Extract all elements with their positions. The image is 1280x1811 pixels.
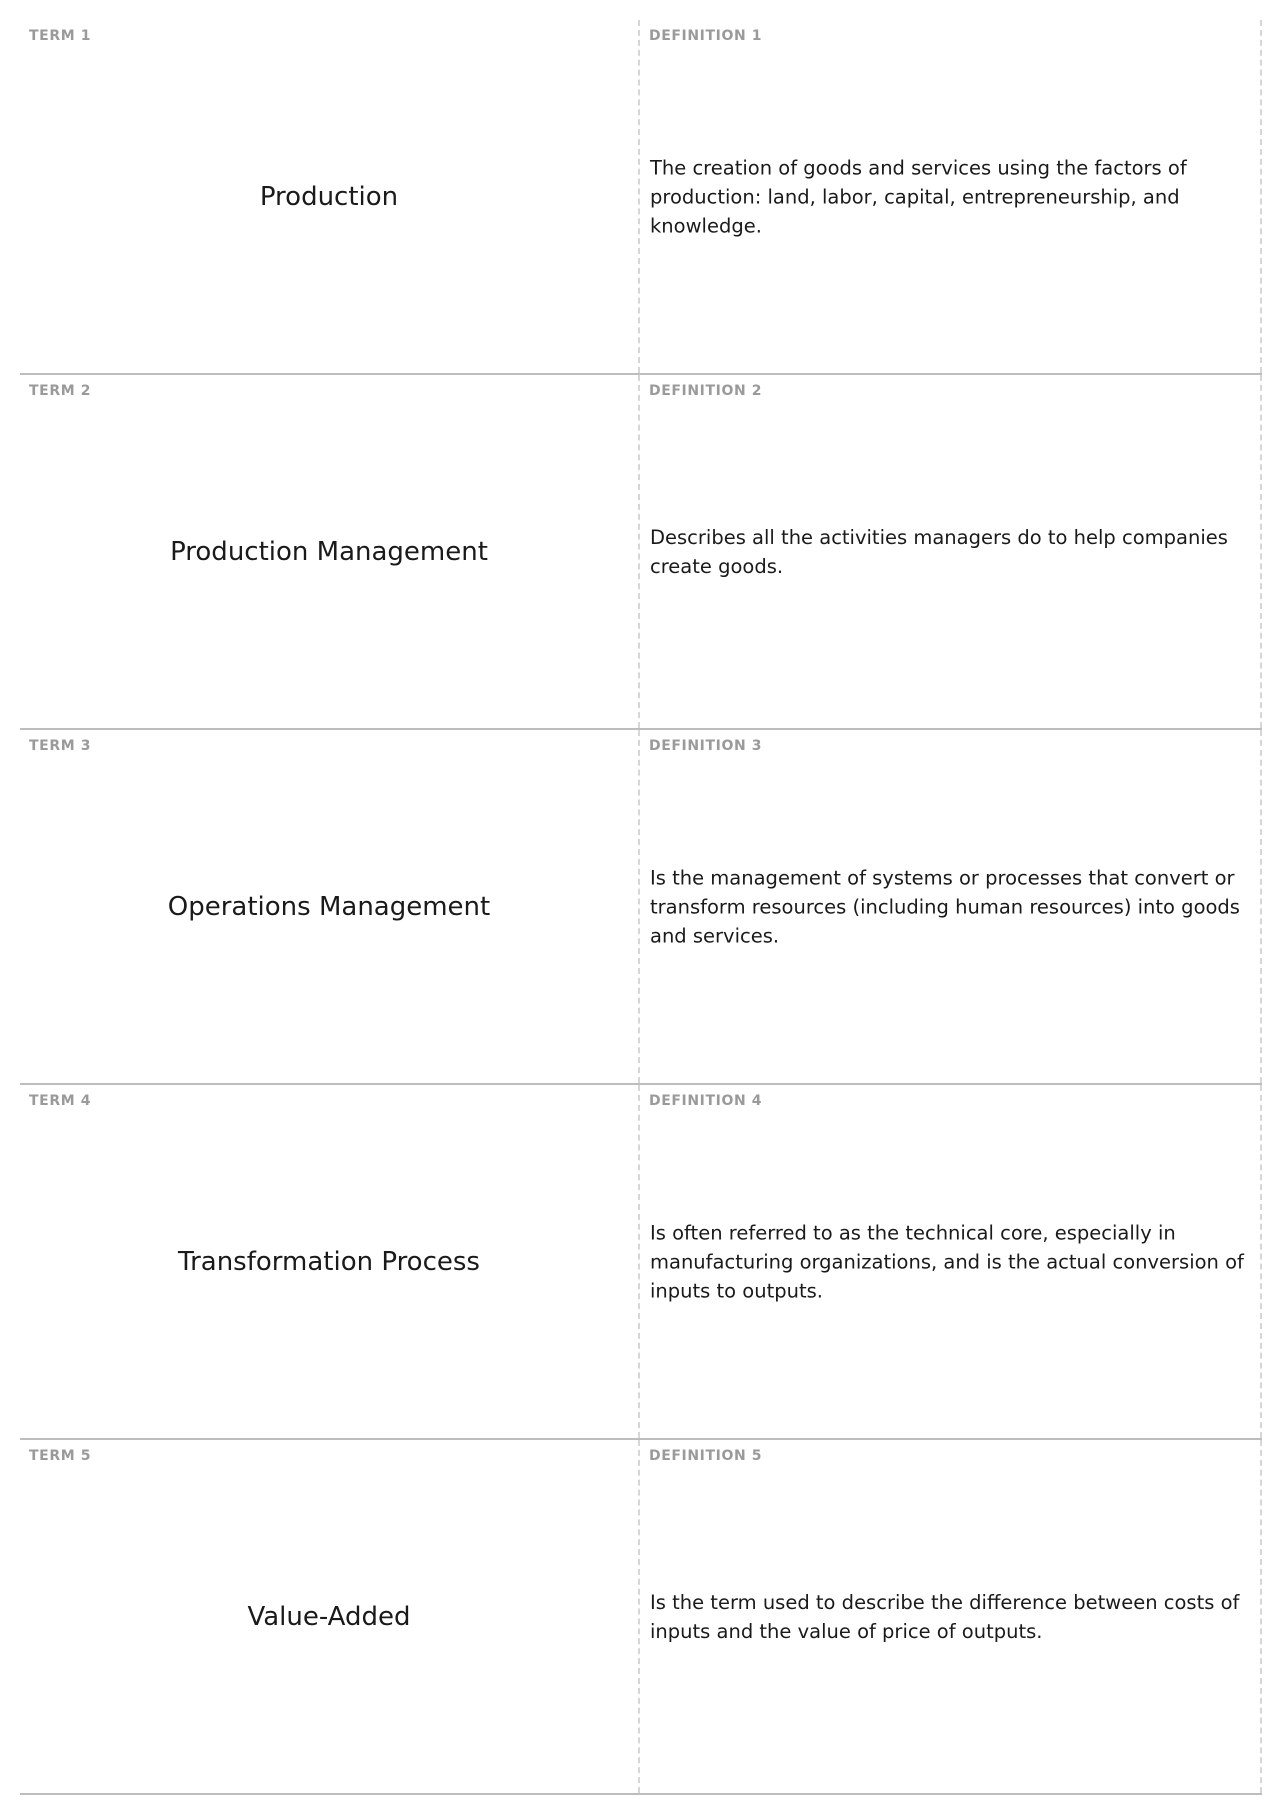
- term-cell: [20, 1440, 640, 1793]
- definition-label: DEFINITION 2: [649, 383, 763, 399]
- definition-text: Describes all the activities managers do to help companies create goods.: [650, 525, 1228, 578]
- definition-cell: [640, 375, 1262, 728]
- term-text: Production Management: [170, 536, 488, 567]
- flashcard-row: [20, 1440, 1262, 1795]
- definition-cell: [640, 730, 1262, 1083]
- definition-label: DEFINITION 4: [649, 1093, 763, 1109]
- definition-label: DEFINITION 1: [649, 28, 763, 44]
- flashcard-row: [20, 1085, 1262, 1440]
- definition-text: Is the term used to describe the difference between costs of inputs and the value of price of outputs.: [650, 1590, 1240, 1643]
- term-label: TERM 2: [29, 383, 92, 399]
- term-text: Value-Added: [247, 1601, 411, 1632]
- definition-cell: [640, 1085, 1262, 1438]
- definition-text: The creation of goods and services using the factors of production: land, labor, capital, entrepreneurship, and knowledge.: [650, 156, 1187, 237]
- term-cell: [20, 1085, 640, 1438]
- definition-label: DEFINITION 3: [649, 738, 763, 754]
- term-label: TERM 1: [29, 28, 92, 44]
- definition-cell: [640, 1440, 1262, 1793]
- term-label: TERM 4: [29, 1093, 92, 1109]
- definition-text: Is the management of systems or processes that convert or transform resources (including human resources) into goods and services.: [650, 866, 1240, 947]
- term-text: Operations Management: [167, 891, 491, 922]
- definition-cell: [640, 20, 1262, 373]
- term-cell: [20, 20, 640, 373]
- term-text: Transformation Process: [178, 1246, 480, 1277]
- definition-label: DEFINITION 5: [649, 1448, 763, 1464]
- term-label: TERM 5: [29, 1448, 92, 1464]
- flashcard-row: [20, 730, 1262, 1085]
- flashcard-sheet: [20, 20, 1262, 1795]
- flashcard-row: [20, 375, 1262, 730]
- term-label: TERM 3: [29, 738, 92, 754]
- flashcard-row: [20, 20, 1262, 375]
- term-text: Production: [259, 181, 399, 212]
- term-cell: [20, 730, 640, 1083]
- definition-text: Is often referred to as the technical core, especially in manufacturing organizations, and is the actual conversion of inputs to outputs.: [650, 1221, 1244, 1302]
- term-cell: [20, 375, 640, 728]
